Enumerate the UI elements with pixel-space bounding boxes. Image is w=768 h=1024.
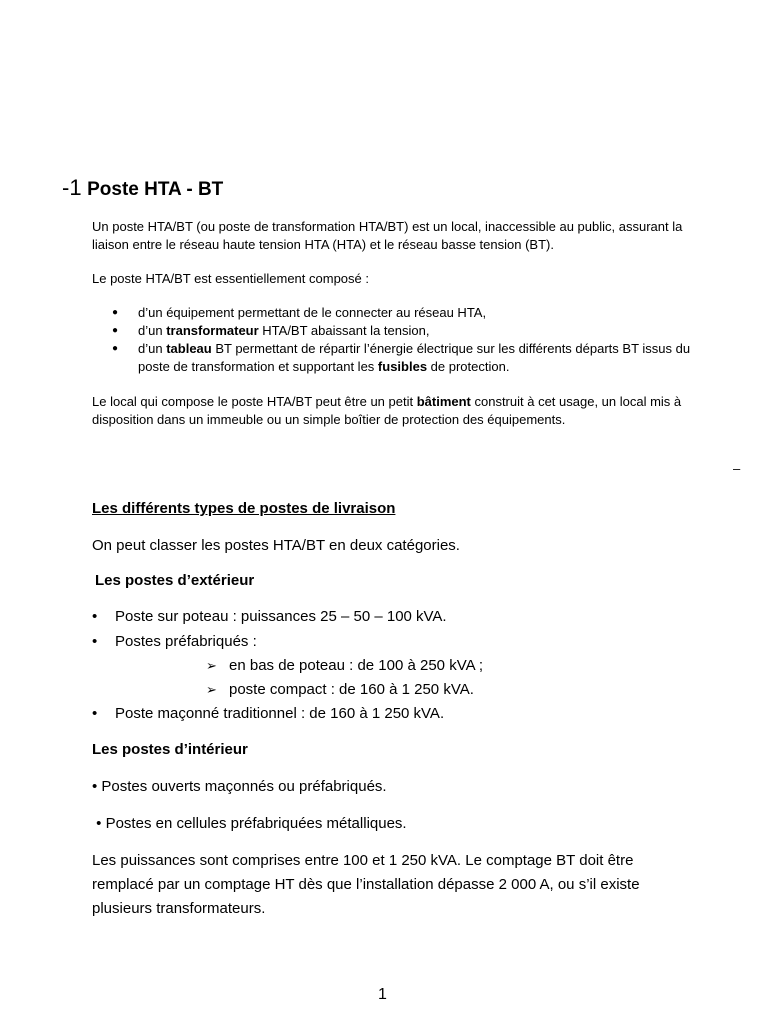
list-item	[92, 304, 692, 322]
section-title-text: Poste HTA - BT	[87, 179, 224, 200]
components-list	[92, 304, 692, 376]
list-item	[92, 322, 692, 340]
bullet-icon: ●	[112, 343, 119, 354]
interior-heading: Les postes d’intérieur	[92, 741, 248, 758]
margin-dash: –	[733, 461, 741, 476]
page-number: 1	[378, 986, 387, 1003]
component-text: d’un	[138, 341, 167, 356]
list-item	[92, 608, 447, 625]
bullet-icon: ●	[112, 325, 119, 336]
component-bold-term: fusibles	[377, 359, 428, 374]
intro-paragraph: Un poste HTA/BT (ou poste de transformation HTA/BT) est un local, inaccessible au public, assurant la liaison entre le réseau haute tension HTA (HTA) et le réseau basse tension (BT).	[92, 219, 683, 252]
section-number: -1	[62, 175, 82, 200]
arrow-bullet-icon: ➢	[206, 682, 217, 697]
local-bold-term: bâtiment	[416, 394, 471, 409]
sub-list-item	[206, 657, 483, 674]
interior-item: • Postes en cellules préfabriquées métalliques.	[92, 815, 407, 832]
sub-item-text: en bas de poteau : de 100 à 250 kVA ;	[229, 657, 484, 674]
types-heading: Les différents types de postes de livraison	[92, 500, 396, 517]
component-text: d’un	[138, 323, 167, 338]
sub-list-item	[206, 681, 474, 698]
local-text: Le local qui compose le poste HTA/BT peut être un petit	[92, 394, 417, 409]
power-note: Les puissances sont comprises entre 100 et 1 250 kVA. Le comptage BT doit être remplacé par un comptage HT dès que l’installation dépasse 2 000 A, ou s’il existe plusieurs transformateurs.	[92, 852, 640, 917]
component-text: HTA/BT abaissant la tension,	[258, 323, 430, 338]
list-item	[92, 705, 444, 722]
bullet-icon: ●	[112, 307, 119, 318]
composition-intro: Le poste HTA/BT est essentiellement composé :	[92, 271, 369, 286]
sub-item-text: poste compact : de 160 à 1 250 kVA.	[229, 681, 474, 698]
list-item	[92, 340, 692, 376]
local-text: construit à cet usage, un local mis à disposition dans un immeuble ou un simple boîtier de protection des équipements.	[92, 394, 682, 427]
list-item	[92, 633, 257, 650]
local-paragraph	[92, 393, 692, 429]
component-bold-term: transformateur	[166, 323, 259, 338]
component-bold-term: tableau	[166, 341, 212, 356]
bullet-icon: •	[92, 633, 98, 650]
item-text: Postes préfabriqués :	[115, 633, 257, 650]
arrow-bullet-icon: ➢	[206, 658, 217, 673]
item-text: Poste sur poteau : puissances 25 – 50 – 100 kVA.	[115, 608, 447, 625]
component-text: d’un équipement permettant de le connecter au réseau HTA,	[138, 305, 487, 320]
bullet-icon: •	[92, 608, 98, 625]
item-text: Poste maçonné traditionnel : de 160 à 1 250 kVA.	[115, 705, 445, 722]
interior-item: • Postes ouverts maçonnés ou préfabriqués.	[92, 778, 387, 795]
section-title	[62, 175, 223, 201]
component-text: BT permettant de répartir l’énergie électrique sur les différents départs BT issus du poste de transformation et supportant les	[138, 341, 691, 374]
exterior-heading: Les postes d’extérieur	[95, 572, 255, 589]
types-intro: On peut classer les postes HTA/BT en deux catégories.	[92, 537, 460, 554]
bullet-icon: •	[92, 705, 98, 722]
component-text: de protection.	[427, 359, 510, 374]
